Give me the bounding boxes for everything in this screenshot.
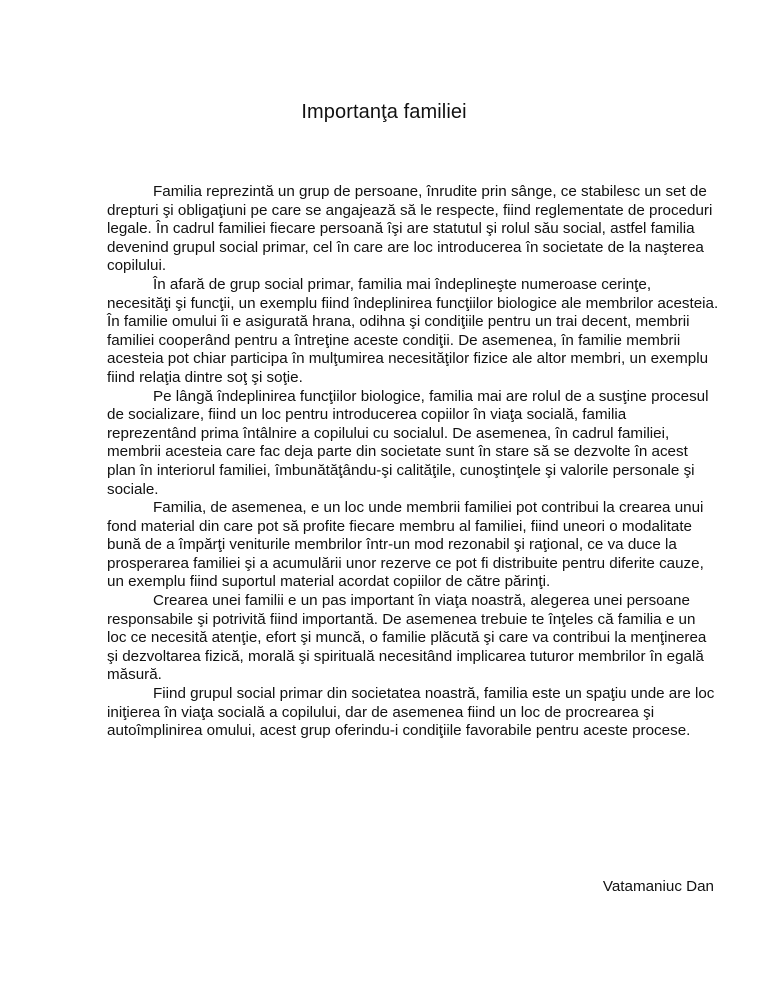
document-title: Importanţa familiei xyxy=(301,101,467,123)
paragraph-2: În afară de grup social primar, familia mai îndeplineşte numeroase cerinţe, necesităţi şi funcţii, un exemplu fiind îndeplinirea funcţiilor biologice ale membrilor acesteia. În familie omului îi e asigurată hrana, odihna şi condiţiile pentru un trai decent, membrii familiei cooperând pentru a întreţine aceste condiţii. De asemenea, în familie membrii acesteia pot chiar participa în mulţumirea necesităţilor fizice ale altor membri, un exemplu fiind relaţia dintre soţ şi soţie. xyxy=(107,275,719,386)
paragraph-5: Crearea unei familii e un pas important în viaţa noastră, alegerea unei persoane responsabile şi potrivită fiind importantă. De asemenea trebuie te înţeles că familia e un loc ce necesită atenţie, efort şi muncă, o familie plăcută şi care va contribui la menţinerea şi dezvoltarea fizică, morală şi spirituală necesitând implicarea tuturor membrilor în egală măsură. xyxy=(107,592,707,684)
paragraph-4: Familia, de asemenea, e un loc unde membrii familiei pot contribui la crearea unui fond material din care pot să profite fiecare membru al familiei, fiind uneori o modalitate bună de a împărţi veniturile membrilor într-un mod rezonabil şi raţional, ce va duce la prosperarea familiei şi a acumulării unor rezerve ce pot fi distribuite pentru diferite cauze, un exemplu fiind suportul material acordat copiilor de către părinţi. xyxy=(107,499,704,591)
document-body xyxy=(107,183,719,741)
paragraph-1: Familia reprezintă un grup de persoane, înrudite prin sânge, ce stabilesc un set de drepturi şi obligaţiuni pe care se angajează să le respecte, fiind reglementate de proceduri legale. În cadrul familiei fiecare persoană îşi are statutul şi rolul său social, astfel familia devenind grupul social primar, cel în care are loc introducerea în societate de la naşterea copilului. xyxy=(107,183,713,275)
paragraph-3: Pe lângă îndeplinirea funcţiilor biologice, familia mai are rolul de a susţine procesul de socializare, fiind un loc pentru introducerea copiilor în viaţa socială, familia reprezentând prima întâlnire a copilului cu socialul. De asemenea, în cadrul familiei, membrii acesteia care fac deja parte din societate sunt în stare să se dezvolte în acest plan în interiorul familiei, îmbunătăţându-şi calităţile, cunoştinţele şi valorile personale şi sociale. xyxy=(107,387,709,498)
author-signature: Vatamaniuc Dan xyxy=(602,878,714,895)
paragraph-6: Fiind grupul social primar din societatea noastră, familia este un spaţiu unde are loc iniţierea în viaţa socială a copilului, dar de asemenea fiind un loc de procrearea şi autoîmplinirea omului, acest grup oferindu-i condiţiile favorabile pentru aceste procese. xyxy=(107,685,715,740)
